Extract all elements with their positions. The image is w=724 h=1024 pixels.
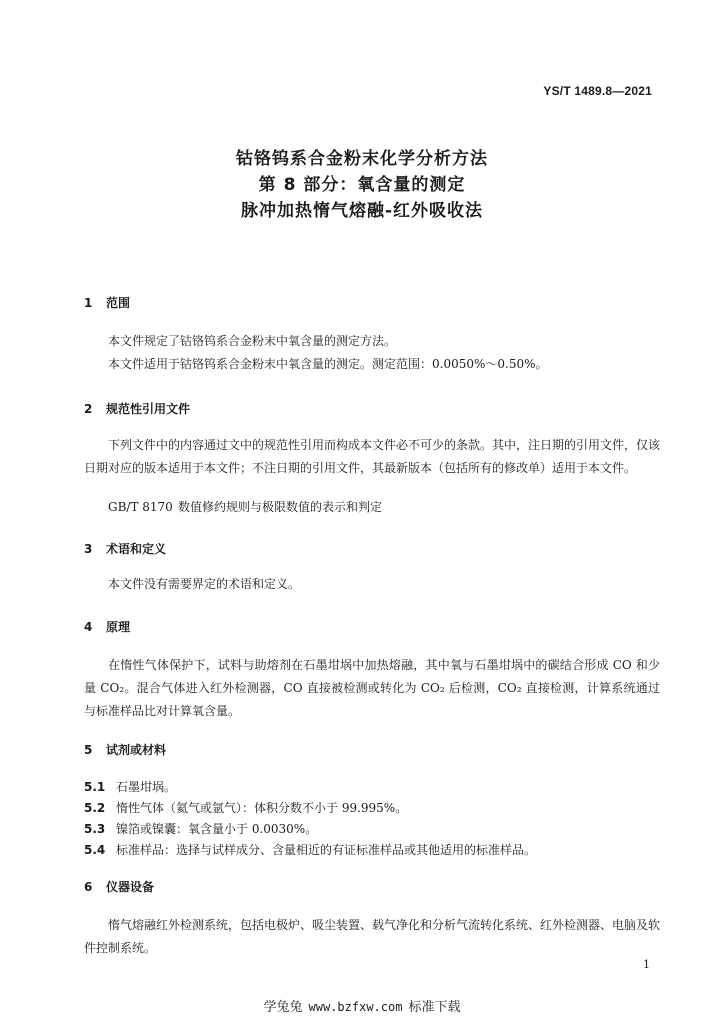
reference-entry (108, 498, 382, 515)
item-number: 5.2 (84, 801, 106, 815)
item-text: 标准样品：选择与试样成分、含量相近的有证标准样品或其他适用的标准样品。 (116, 843, 537, 857)
section-heading-scope (84, 294, 130, 311)
item-number: 5.4 (84, 843, 106, 857)
apparatus-paragraph: 惰气熔融红外检测系统，包括电极炉、吸尘装置、载气净化和分析气流转化系统、红外检测器、电脑及软件控制系统。 (84, 918, 661, 955)
title-line-2: 第 8 部分：氧含量的测定 (258, 175, 466, 195)
section-heading-principle (84, 618, 130, 635)
principle-paragraph: 在惰性气体保护下，试料与助熔剂在石墨坩埚中加热熔融，其中氧与石墨坩埚中的碳结合形成 CO 和少量 CO₂。混合气体进入红外检测器，CO 直接被检测或转化为 CO₂ 后检测，CO₂ 直接检测，计算系统通过与标准样品比对计算氧含量。 (84, 658, 660, 718)
section-heading-normative-references (84, 400, 190, 417)
item-text: 石墨坩埚。 (116, 780, 177, 794)
list-item (84, 778, 176, 795)
section-heading-reagents (84, 741, 166, 758)
section-number: 1 (84, 296, 93, 310)
section-number: 4 (84, 620, 93, 634)
scope-paragraph-1: 本文件规定了钴铬钨系合金粉末中氧含量的测定方法。 (108, 334, 397, 348)
scope-paragraph-2: 本文件适用于钴铬钨系合金粉末中氧含量的测定。测定范围：0.0050%～0.50%。 (108, 357, 548, 371)
standard-code: YS/T 1489.8—2021 (543, 84, 652, 98)
title-line-3: 脉冲加热惰气熔融-红外吸收法 (240, 201, 484, 221)
reference-code: GB/T 8170 (108, 500, 173, 514)
list-item (84, 799, 407, 816)
watermark-label: 标准下载 (408, 1000, 461, 1015)
section-title: 范围 (106, 296, 131, 310)
section-number: 5 (84, 743, 93, 757)
section-number: 2 (84, 402, 93, 416)
title-line-1: 钴铬钨系合金粉末化学分析方法 (236, 149, 488, 169)
section-title: 规范性引用文件 (106, 402, 191, 416)
references-paragraph: 下列文件中的内容通过文中的规范性引用而构成本文件必不可少的条款。其中，注日期的引用文件，仅该日期对应的版本适用于本文件；不注日期的引用文件，其最新版本（包括所有的修改单）适用于本文件。 (84, 438, 661, 475)
section-title: 术语和定义 (106, 542, 167, 556)
item-text: 镍箔或镍囊：氧含量小于 0.0030%。 (116, 822, 318, 836)
document-title (0, 146, 724, 224)
reference-title: 数值修约规则与极限数值的表示和判定 (178, 500, 383, 514)
section-title: 原理 (106, 620, 131, 634)
terms-paragraph: 本文件没有需要界定的术语和定义。 (108, 577, 301, 591)
section-heading-apparatus (84, 878, 154, 895)
watermark (0, 996, 724, 1015)
section-title: 试剂或材料 (106, 743, 167, 757)
item-number: 5.3 (84, 822, 106, 836)
watermark-brand: 学兔兔 (263, 1000, 303, 1015)
section-number: 3 (84, 542, 93, 556)
section-title: 仪器设备 (106, 880, 155, 894)
page-number: 1 (643, 958, 650, 971)
section-number: 6 (84, 880, 93, 894)
list-item (84, 820, 317, 837)
watermark-url[interactable]: www.bzfxw.com (308, 1000, 403, 1014)
section-heading-terms (84, 540, 166, 557)
item-number: 5.1 (84, 780, 106, 794)
list-item (84, 841, 536, 858)
item-text: 惰性气体（氦气或氩气）：体积分数不小于 99.995%。 (116, 801, 408, 815)
